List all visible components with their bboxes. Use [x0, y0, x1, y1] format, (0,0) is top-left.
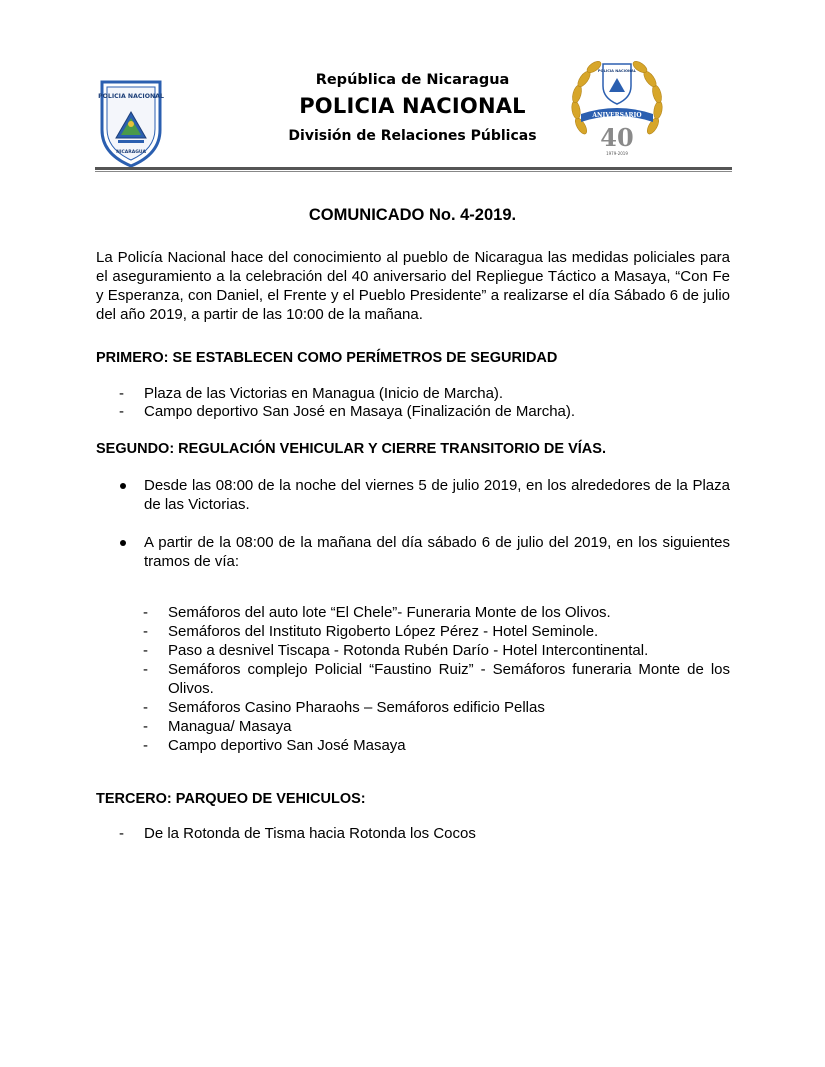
dash-marker: - — [143, 699, 148, 716]
parking-item: De la Rotonda de Tisma hacia Rotonda los Cocos — [144, 825, 476, 842]
dash-marker: - — [143, 623, 148, 640]
road-segment-item: Semáforos del auto lote “El Chele”- Funeraria Monte de los Olivos. — [168, 604, 611, 621]
perimeter-item: Plaza de las Victorias en Managua (Inicio de Marcha). — [144, 385, 504, 402]
header-institution: POLICIA NACIONAL — [299, 94, 526, 118]
header-divider-thin — [95, 171, 732, 172]
anniversary-logo-top-text: POLICIA NACIONAL — [597, 69, 637, 73]
header-divider — [95, 167, 732, 170]
dash-marker: - — [119, 403, 124, 420]
road-segment-item: Paso a desnivel Tiscapa - Rotonda Rubén Darío - Hotel Intercontinental. — [168, 642, 649, 659]
anniversary-40-logo — [567, 56, 667, 162]
dash-marker: - — [143, 604, 148, 621]
dash-marker: - — [119, 825, 124, 842]
header-country: República de Nicaragua — [315, 72, 510, 88]
anniversary-number: 40 — [600, 123, 634, 152]
road-segment-item: Semáforos del Instituto Rigoberto López Pérez - Hotel Seminole. — [168, 623, 599, 640]
shield-arc-text: POLICIA NACIONAL — [98, 93, 164, 100]
header-division: División de Relaciones Públicas — [288, 128, 537, 144]
dash-marker: - — [119, 385, 124, 402]
shield-bottom-text: NICARAGUA — [116, 150, 146, 155]
anniversary-ribbon-text: ANIVERSARIO — [592, 112, 642, 119]
section-segundo-heading: SEGUNDO: REGULACIÓN VEHICULAR Y CIERRE TRANSITORIO DE VÍAS. — [96, 441, 606, 457]
regulation-bullet: A partir de la 08:00 de la mañana del día sábado 6 de julio del 2019, en los siguientes tramos de vía: — [144, 534, 730, 570]
policia-nacional-shield-logo — [96, 78, 166, 168]
bullet-dot — [120, 483, 126, 489]
perimeter-item: Campo deportivo San José en Masaya (Finalización de Marcha). — [144, 403, 576, 420]
road-segment-item: Semáforos complejo Policial “Faustino Ruiz” - Semáforos funeraria Monte de los Olivos. — [168, 661, 730, 697]
dash-marker: - — [143, 718, 148, 735]
road-segment-item: Semáforos Casino Pharaohs – Semáforos edificio Pellas — [168, 699, 545, 716]
section-tercero-heading: TERCERO: PARQUEO DE VEHICULOS: — [96, 791, 366, 807]
road-segment-item: Managua/ Masaya — [168, 718, 292, 735]
dash-marker: - — [143, 661, 148, 678]
intro-paragraph: La Policía Nacional hace del conocimiento al pueblo de Nicaragua las medidas policiales para el aseguramiento a la celebración del 40 aniversario del Repliegue Táctico a Masaya, “Con Fe y Esperanza, con Daniel, el Frente y el Pueblo Presidente” a realizarse el día Sábado 6 de julio del año 2019, a partir de las 10:00 de la mañana. — [96, 249, 730, 323]
document-title: COMUNICADO No. 4-2019. — [308, 206, 517, 224]
dash-marker: - — [143, 642, 148, 659]
dash-marker: - — [143, 737, 148, 754]
bullet-dot — [120, 540, 126, 546]
anniversary-years: 1979-2019 — [606, 151, 628, 156]
regulation-bullet: Desde las 08:00 de la noche del viernes 5 de julio 2019, en los alrededores de la Plaza de las Victorias. — [144, 477, 730, 513]
section-primero-heading: PRIMERO: SE ESTABLECEN COMO PERÍMETROS DE SEGURIDAD — [96, 350, 558, 366]
road-segment-item: Campo deportivo San José Masaya — [168, 737, 406, 754]
